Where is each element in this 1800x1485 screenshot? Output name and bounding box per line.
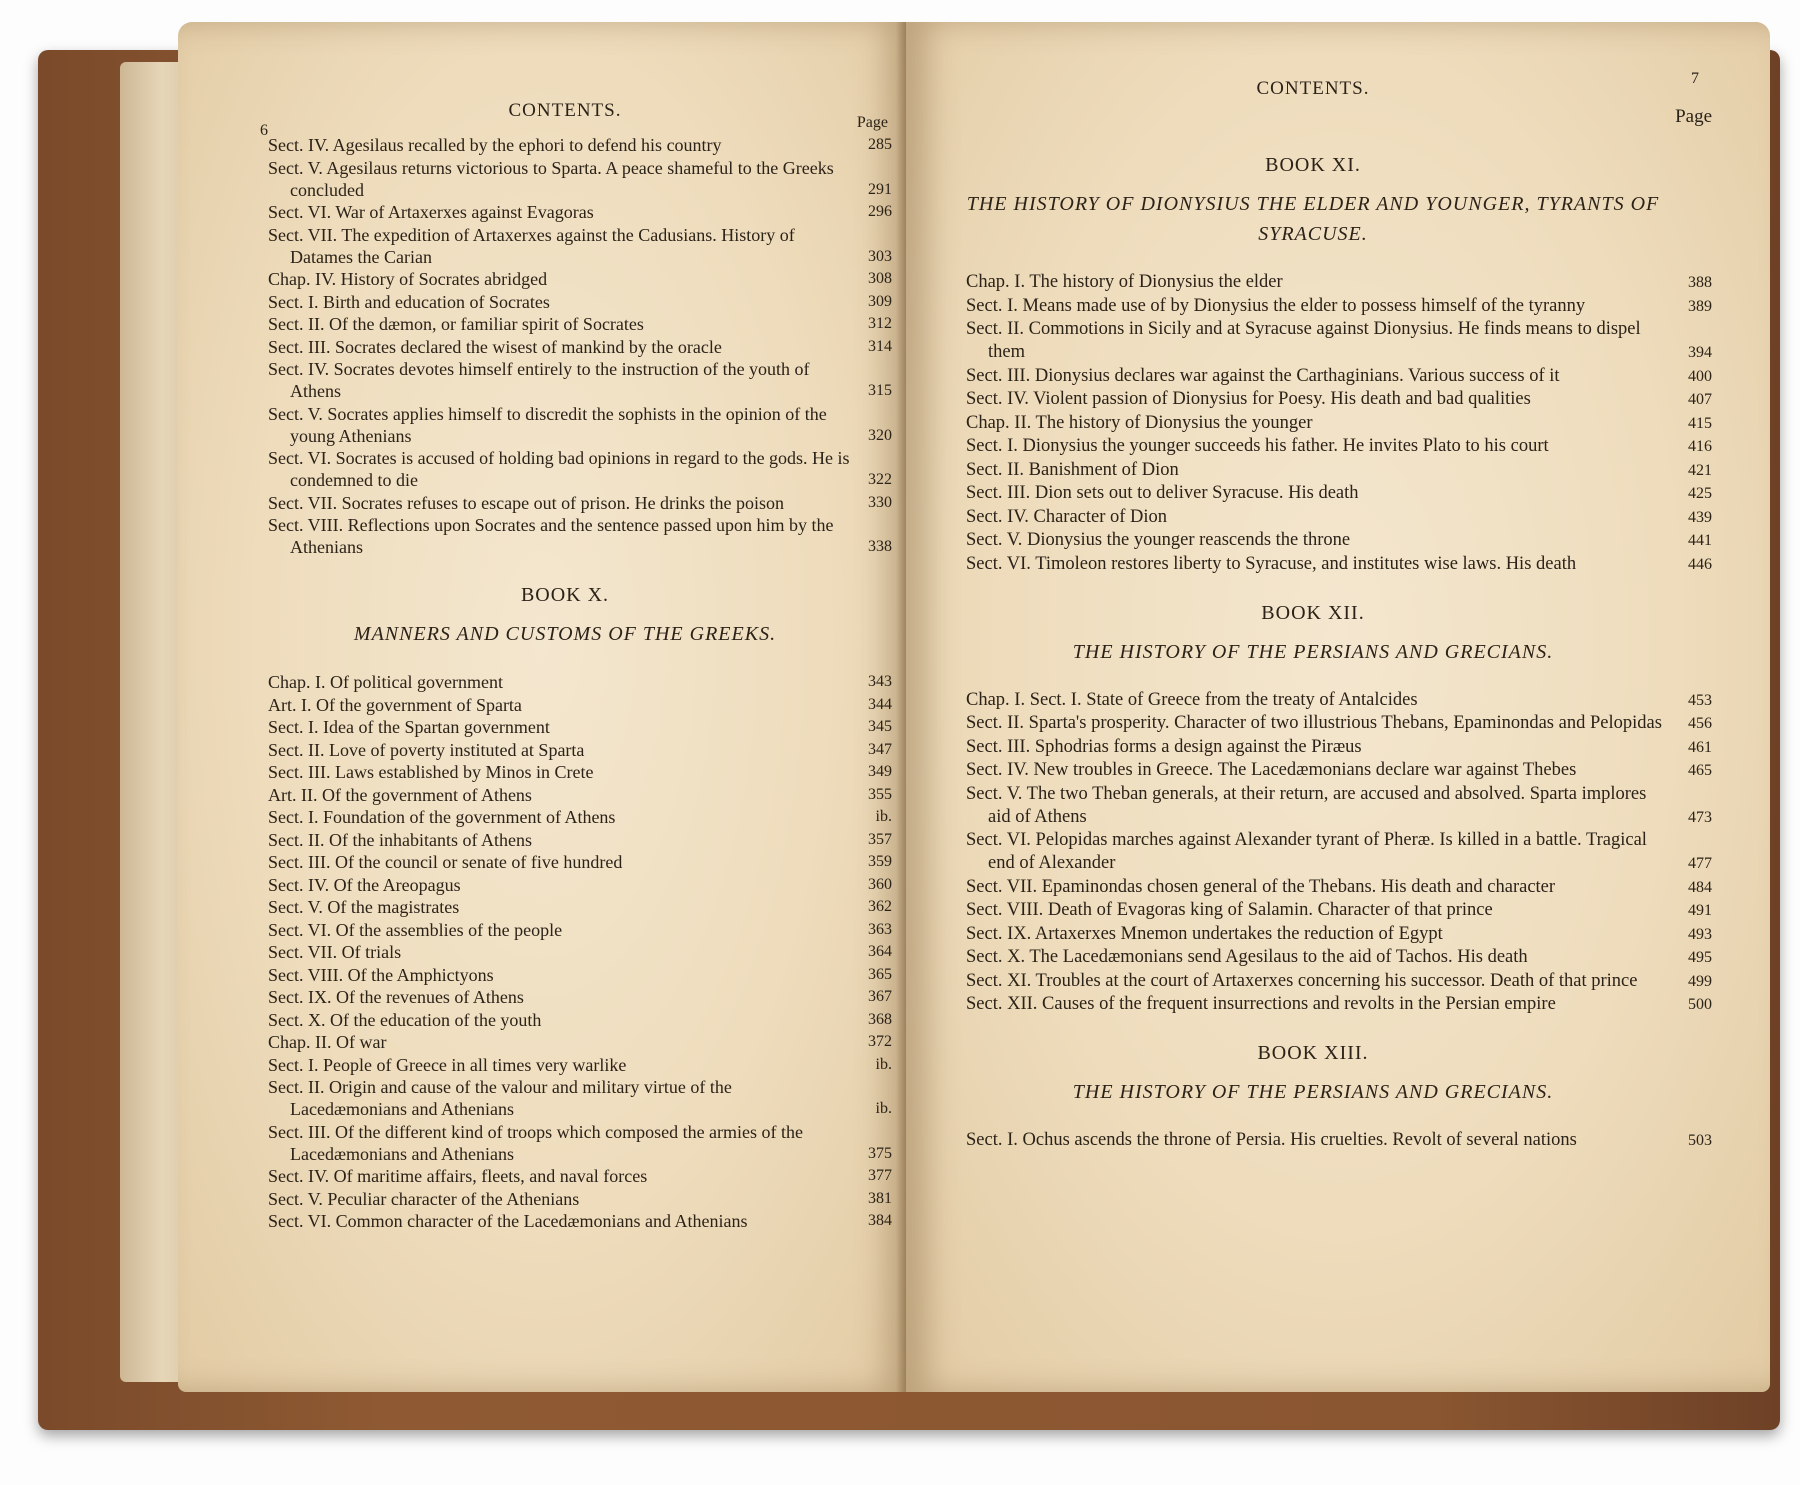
contents-entry <box>268 784 892 806</box>
entry-page-number: 308 <box>868 270 892 287</box>
contents-entry <box>966 970 1712 993</box>
contents-entry <box>268 403 892 447</box>
entry-title: Sect. III. Of the council or senate of five hundred <box>268 852 623 872</box>
entry-title: Sect. VIII. Of the Amphictyons <box>268 964 494 985</box>
entry-page-number: 473 <box>1688 808 1712 826</box>
contents-entry <box>268 268 892 290</box>
entry-page-number: 363 <box>868 920 892 938</box>
contents-entry <box>966 1129 1712 1152</box>
entry-title: Sect. IX. Of the revenues of Athens <box>268 987 524 1007</box>
running-head-text: CONTENTS. <box>508 100 622 121</box>
contents-entry <box>268 1121 892 1165</box>
contents-entry <box>268 336 892 358</box>
entry-title: Sect. VI. Socrates is accused of holding bad opinions in regard to the gods. He is condemned to die <box>268 448 850 490</box>
entry-page-number: ib. <box>875 808 892 825</box>
contents-entry <box>268 919 892 941</box>
entry-title: Sect. VII. The expedition of Artaxerxes against the Cadusians. History of Datames the Carian <box>268 224 795 267</box>
entry-page-number: 493 <box>1688 925 1712 943</box>
contents-entry <box>268 941 892 963</box>
entry-title: Sect. IV. New troubles in Greece. The Lacedæmonians declare war against Thebes <box>966 760 1577 780</box>
entry-title: Sect. IV. Socrates devotes himself entirely to the instruction of the youth of Athens <box>268 359 810 401</box>
entry-title: Sect. I. Dionysius the younger succeeds his father. He invites Plato to his court <box>966 436 1549 456</box>
contents-entry <box>966 295 1712 318</box>
book-title: BOOK XI. <box>1265 154 1361 176</box>
contents-list <box>966 689 1712 1017</box>
entry-page-number: 394 <box>1688 344 1712 361</box>
entry-page-number: 415 <box>1688 414 1712 432</box>
contents-entry <box>966 271 1712 294</box>
contents-entry <box>268 851 892 873</box>
entry-title: Sect. III. Of the different kind of troops which composed the armies of the Lacedæmonians and Athenians <box>268 1121 804 1164</box>
entry-page-number: 367 <box>868 988 892 1005</box>
entry-page-number: 384 <box>868 1212 892 1229</box>
entry-title: Chap. II. The history of Dionysius the younger <box>966 412 1313 433</box>
entry-title: Sect. VI. Of the assemblies of the people <box>268 919 563 940</box>
entry-title: Sect. V. Agesilaus returns victorious to Sparta. A peace shameful to the Greeks concluded <box>268 157 834 200</box>
contents-entry <box>268 224 892 268</box>
entry-title: Sect. I. Means made use of by Dionysius the elder to possess himself of the tyranny <box>966 295 1586 316</box>
entry-page-number: 375 <box>868 1144 892 1162</box>
right-page <box>906 22 1770 1392</box>
entry-title: Sect. II. Origin and cause of the valour and military virtue of the Lacedæmonians and Athenians <box>268 1077 732 1119</box>
entry-page-number: 291 <box>868 180 892 198</box>
entry-page-number: 495 <box>1688 949 1712 966</box>
entry-title: Sect. III. Laws established by Minos in Crete <box>268 762 594 782</box>
entry-page-number: 465 <box>1688 762 1712 779</box>
entry-title: Sect. I. Birth and education of Socrates <box>268 291 550 312</box>
contents-entry <box>966 388 1712 411</box>
entry-page-number: 344 <box>868 695 892 713</box>
entry-title: Sect. I. Ochus ascends the throne of Persia. His cruelties. Revolt of several nations <box>966 1130 1577 1150</box>
contents-list <box>268 671 892 1232</box>
entry-page-number: ib. <box>875 1100 892 1117</box>
entry-page-number: 355 <box>868 785 892 803</box>
entry-page-number: 388 <box>1688 274 1712 291</box>
contents-entry <box>268 1031 892 1053</box>
contents-entry <box>966 689 1712 712</box>
contents-entry <box>966 712 1712 735</box>
entry-title: Sect. VI. Common character of the Lacedæmonians and Athenians <box>268 1211 748 1231</box>
entry-title: Sect. VIII. Death of Evagoras king of Salamin. Character of that prince <box>966 900 1493 920</box>
entry-title: Sect. IV. Character of Dion <box>966 506 1168 527</box>
entry-title: Sect. III. Dion sets out to deliver Syracuse. His death <box>966 483 1359 503</box>
left-page <box>178 22 906 1392</box>
entry-page-number: 400 <box>1688 367 1712 385</box>
contents-entry <box>966 899 1712 922</box>
contents-entry <box>268 716 892 738</box>
entry-title: Chap. II. Of war <box>268 1032 387 1052</box>
contents-entry <box>268 291 892 313</box>
contents-entry <box>268 806 892 828</box>
contents-entry <box>268 358 892 402</box>
entry-title: Chap. I. Sect. I. State of Greece from the treaty of Antalcides <box>966 689 1418 710</box>
entry-page-number: 362 <box>868 898 892 915</box>
entry-page-number: 377 <box>868 1167 892 1184</box>
entry-title: Sect. V. The two Theban generals, at their return, are accused and absolved. Sparta implores aid of Athens <box>966 783 1647 827</box>
entry-page-number: 503 <box>1688 1132 1712 1149</box>
contents-list <box>268 134 892 558</box>
entry-title: Sect. III. Dionysius declares war against the Carthaginians. Various success of it <box>966 365 1560 386</box>
entry-title: Sect. X. Of the education of the youth <box>268 1009 542 1030</box>
entry-title: Sect. VII. Socrates refuses to escape out of prison. He drinks the poison <box>268 492 785 513</box>
entry-title: Sect. IV. Violent passion of Dionysius for Poesy. His death and bad qualities <box>966 389 1531 409</box>
entry-title: Chap. I. Of political government <box>268 672 503 692</box>
entry-page-number: 491 <box>1688 902 1712 919</box>
entry-page-number: 343 <box>868 673 892 690</box>
contents-entry <box>966 459 1712 482</box>
entry-page-number: 416 <box>1688 438 1712 455</box>
entry-page-number: 345 <box>868 718 892 735</box>
entry-page-number: 338 <box>868 538 892 555</box>
entry-page-number: 389 <box>1688 297 1712 315</box>
contents-entry <box>966 412 1712 435</box>
entry-page-number: 360 <box>868 875 892 893</box>
entry-page-number: 456 <box>1688 715 1712 732</box>
entry-title: Sect. V. Dionysius the younger reascends the throne <box>966 530 1351 550</box>
entry-page-number: ib. <box>875 1055 892 1073</box>
contents-entry <box>268 201 892 223</box>
entry-title: Sect. V. Peculiar character of the Athenians <box>268 1188 580 1209</box>
entry-page-number: 365 <box>868 965 892 983</box>
running-head-text: CONTENTS. <box>1256 78 1370 99</box>
entry-title: Sect. III. Sphodrias forms a design against the Piræus <box>966 736 1362 757</box>
entry-page-number: 314 <box>868 337 892 355</box>
entry-title: Sect. IV. Agesilaus recalled by the ephori to defend his country <box>268 135 722 155</box>
contents-entry <box>966 993 1712 1016</box>
entry-title: Sect. VIII. Reflections upon Socrates and the sentence passed upon him by the Athenians <box>268 515 834 557</box>
contents-entry <box>268 1165 892 1187</box>
contents-entry <box>268 313 892 335</box>
contents-list <box>966 271 1712 576</box>
entry-page-number: 477 <box>1688 855 1712 872</box>
entry-title: Sect. II. Banishment of Dion <box>966 459 1179 480</box>
entry-page-number: 439 <box>1688 508 1712 526</box>
entry-page-number: 461 <box>1688 738 1712 756</box>
entry-page-number: 320 <box>868 426 892 444</box>
contents-entry <box>966 435 1712 458</box>
book-title: BOOK X. <box>520 584 610 606</box>
contents-entry <box>268 1076 892 1120</box>
entry-page-number: 446 <box>1688 555 1712 573</box>
entry-page-number: 425 <box>1688 485 1712 502</box>
entry-title: Sect. II. Love of poverty instituted at Sparta <box>268 739 585 760</box>
entry-title: Sect. VII. Of trials <box>268 942 402 962</box>
entry-page-number: 309 <box>868 292 892 310</box>
book-subtitle: THE HISTORY OF THE PERSIANS AND GRECIANS. <box>1072 640 1554 663</box>
entry-title: Sect. I. People of Greece in all times very warlike <box>268 1054 627 1075</box>
book-subtitle: THE HISTORY OF DIONYSIUS THE ELDER AND YOUNGER, TYRANTS OF SYRACUSE. <box>966 193 1660 245</box>
entry-page-number: 349 <box>868 763 892 780</box>
contents-entry <box>268 1210 892 1232</box>
entry-title: Sect. I. Foundation of the government of Athens <box>268 807 616 827</box>
entry-page-number: 441 <box>1688 532 1712 549</box>
contents-entry <box>966 759 1712 782</box>
page-column-label: Page <box>856 114 888 131</box>
page-number: 6 <box>260 122 269 139</box>
entry-page-number: 500 <box>1688 996 1712 1013</box>
book-title: BOOK XIII. <box>1257 1042 1369 1064</box>
entry-title: Sect. V. Of the magistrates <box>268 897 460 917</box>
contents-entry <box>268 1188 892 1210</box>
entry-title: Sect. II. Commotions in Sicily and at Syracuse against Dionysius. He finds means to dispel them <box>966 319 1641 362</box>
entry-page-number: 322 <box>868 471 892 488</box>
contents-entry <box>268 874 892 896</box>
contents-entry <box>966 783 1712 829</box>
contents-entry <box>268 671 892 693</box>
entry-title: Art. II. Of the government of Athens <box>268 784 532 805</box>
entry-page-number: 499 <box>1688 972 1712 990</box>
entry-title: Art. I. Of the government of Sparta <box>268 694 522 715</box>
contents-entry <box>268 492 892 514</box>
contents-entry <box>268 896 892 918</box>
page-number: 7 <box>1691 70 1700 87</box>
entry-page-number: 484 <box>1688 878 1712 896</box>
entry-page-number: 407 <box>1688 391 1712 408</box>
entry-page-number: 372 <box>868 1033 892 1050</box>
entry-title: Sect. VII. Epaminondas chosen general of the Thebans. His death and character <box>966 876 1556 897</box>
entry-title: Sect. I. Idea of the Spartan government <box>268 717 550 737</box>
entry-page-number: 357 <box>868 830 892 848</box>
contents-entry <box>966 529 1712 552</box>
contents-entry <box>966 876 1712 899</box>
entry-title: Sect. IV. Of the Areopagus <box>268 874 461 895</box>
running-head <box>966 70 1700 100</box>
contents-entry <box>966 923 1712 946</box>
contents-entry <box>268 1009 892 1031</box>
entry-title: Sect. VI. Timoleon restores liberty to Syracuse, and institutes wise laws. His death <box>966 553 1577 574</box>
contents-entry <box>268 447 892 491</box>
entry-page-number: 330 <box>868 493 892 511</box>
entry-title: Sect. II. Of the dæmon, or familiar spirit of Socrates <box>268 314 644 334</box>
entry-page-number: 364 <box>868 943 892 960</box>
entry-page-number: 453 <box>1688 691 1712 709</box>
contents-entry <box>966 736 1712 759</box>
entry-title: Sect. II. Of the inhabitants of Athens <box>268 829 532 850</box>
contents-entry <box>268 134 892 156</box>
book-subtitle: THE HISTORY OF THE PERSIANS AND GRECIANS. <box>1072 1081 1554 1103</box>
contents-entry <box>966 946 1712 969</box>
contents-entry <box>268 157 892 201</box>
contents-entry <box>966 829 1712 875</box>
page-column-label: Page <box>1675 106 1712 127</box>
entry-title: Sect. V. Socrates applies himself to discredit the sophists in the opinion of the young Athenians <box>268 403 827 446</box>
contents-entry <box>268 964 892 986</box>
entry-page-number: 368 <box>868 1010 892 1028</box>
contents-list <box>966 1129 1712 1152</box>
contents-entry <box>966 365 1712 388</box>
entry-page-number: 315 <box>868 382 892 399</box>
entry-title: Chap. I. The history of Dionysius the elder <box>966 272 1283 292</box>
entry-title: Sect. X. The Lacedæmonians send Agesilaus to the aid of Tachos. His death <box>966 947 1528 967</box>
contents-entry <box>966 482 1712 505</box>
contents-entry <box>268 761 892 783</box>
contents-entry <box>268 829 892 851</box>
entry-title: Chap. IV. History of Socrates abridged <box>268 269 548 289</box>
contents-entry <box>268 514 892 558</box>
contents-entry <box>966 553 1712 576</box>
book-title: BOOK XII. <box>1261 601 1365 624</box>
entry-title: Sect. VI. War of Artaxerxes against Evagoras <box>268 202 594 222</box>
contents-entry <box>966 506 1712 529</box>
entry-page-number: 359 <box>868 853 892 870</box>
entry-page-number: 381 <box>868 1189 892 1207</box>
contents-entry <box>268 1054 892 1076</box>
contents-entry <box>268 739 892 761</box>
entry-title: Sect. XII. Causes of the frequent insurrections and revolts in the Persian empire <box>966 994 1556 1014</box>
entry-page-number: 347 <box>868 740 892 758</box>
entry-page-number: 296 <box>868 203 892 220</box>
entry-title: Sect. II. Sparta's prosperity. Character of two illustrious Thebans, Epaminondas and Pelopidas <box>966 713 1662 733</box>
contents-entry <box>966 318 1712 364</box>
entry-title: Sect. VI. Pelopidas marches against Alexander tyrant of Pheræ. Is killed in a battle. Tragical end of Alexander <box>966 830 1647 873</box>
contents-entry <box>268 694 892 716</box>
entry-title: Sect. III. Socrates declared the wisest of mankind by the oracle <box>268 336 722 357</box>
entry-title: Sect. XI. Troubles at the court of Artaxerxes concerning his successor. Death of that prince <box>966 970 1638 991</box>
running-head <box>260 100 862 139</box>
contents-entry <box>268 986 892 1008</box>
book-subtitle: MANNERS AND CUSTOMS OF THE GREEKS. <box>353 623 777 645</box>
entry-page-number: 421 <box>1688 461 1712 479</box>
entry-page-number: 303 <box>868 247 892 265</box>
entry-title: Sect. IX. Artaxerxes Mnemon undertakes the reduction of Egypt <box>966 923 1443 944</box>
entry-page-number: 285 <box>868 136 892 153</box>
entry-page-number: 312 <box>868 315 892 332</box>
entry-title: Sect. IV. Of maritime affairs, fleets, and naval forces <box>268 1166 648 1186</box>
